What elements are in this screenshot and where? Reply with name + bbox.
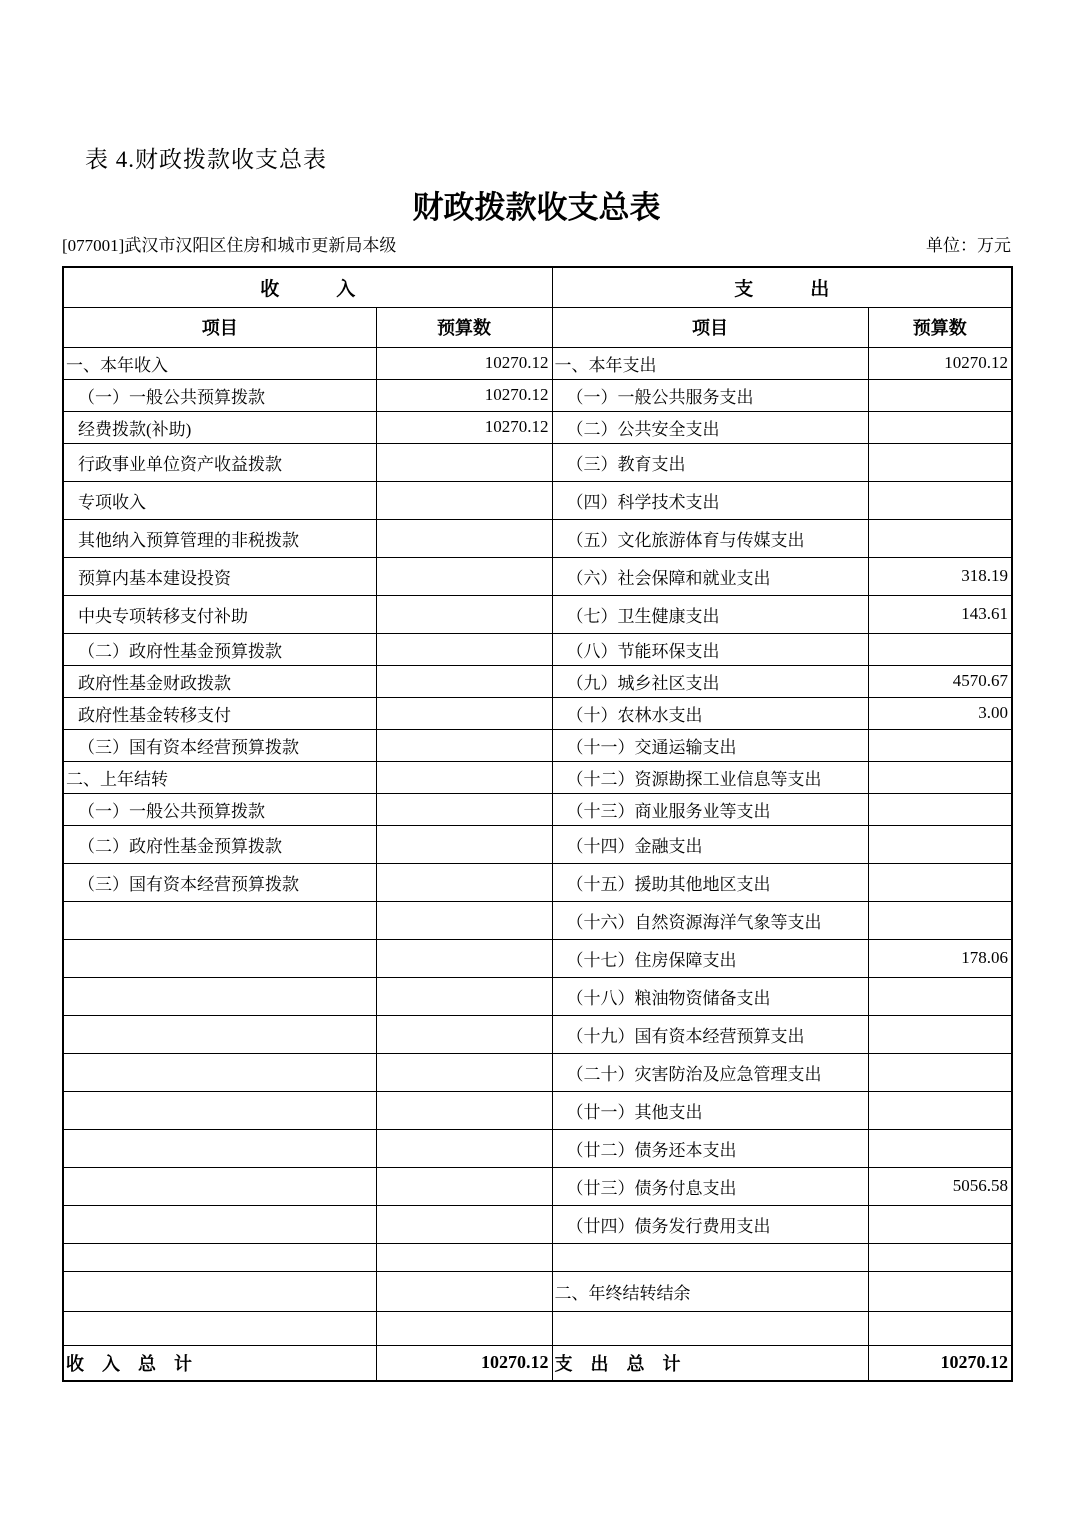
table-row — [63, 1271, 1012, 1311]
revenue-value-cell — [376, 1167, 552, 1205]
revenue-value-cell — [376, 697, 552, 729]
expenditure-value-cell — [868, 977, 1012, 1015]
expenditure-value-cell — [868, 1243, 1012, 1271]
expenditure-value-cell — [868, 1271, 1012, 1311]
revenue-value-cell — [376, 633, 552, 665]
expenditure-value-cell: 4570.67 — [868, 665, 1012, 697]
group-header-row — [63, 267, 1012, 307]
revenue-total-value: 10270.12 — [376, 1345, 552, 1381]
revenue-item-cell — [63, 1243, 376, 1271]
expenditure-item-cell: （四）科学技术支出 — [552, 481, 868, 519]
revenue-value-cell — [376, 863, 552, 901]
expenditure-total-value: 10270.12 — [868, 1345, 1012, 1381]
toc-heading: 表 4.财政拨款收支总表 — [85, 147, 327, 172]
column-header-row — [63, 307, 1012, 347]
revenue-item-cell — [63, 901, 376, 939]
revenue-item-cell — [63, 1271, 376, 1311]
revenue-item-cell: 行政事业单位资产收益拨款 — [63, 443, 376, 481]
expenditure-value-cell — [868, 481, 1012, 519]
revenue-item-cell: 政府性基金转移支付 — [63, 697, 376, 729]
expenditure-value-cell — [868, 519, 1012, 557]
table-row — [63, 665, 1012, 697]
table-row — [63, 1015, 1012, 1053]
expenditure-item-cell: （二十）灾害防治及应急管理支出 — [552, 1053, 868, 1091]
org-name: [077001]武汉市汉阳区住房和城市更新局本级 — [62, 236, 397, 255]
table-row — [63, 977, 1012, 1015]
revenue-item-cell: 一、本年收入 — [63, 347, 376, 379]
revenue-total-label: 收 入 总 计 — [63, 1345, 376, 1381]
expenditure-item-cell: （一）一般公共服务支出 — [552, 379, 868, 411]
expenditure-value-cell: 178.06 — [868, 939, 1012, 977]
table-row — [63, 347, 1012, 379]
revenue-value-cell — [376, 761, 552, 793]
table-row — [63, 1311, 1012, 1345]
revenue-value-cell — [376, 1091, 552, 1129]
expenditure-total-label: 支 出 总 计 — [552, 1345, 868, 1381]
revenue-value-cell — [376, 729, 552, 761]
revenue-item-header: 项目 — [63, 307, 376, 347]
table-row — [63, 863, 1012, 901]
revenue-value-cell — [376, 825, 552, 863]
revenue-item-cell: （二）政府性基金预算拨款 — [63, 633, 376, 665]
expenditure-item-cell: （五）文化旅游体育与传媒支出 — [552, 519, 868, 557]
table-row — [63, 519, 1012, 557]
expenditure-value-cell — [868, 1015, 1012, 1053]
table-row — [63, 1205, 1012, 1243]
revenue-item-cell: 专项收入 — [63, 481, 376, 519]
expenditure-value-cell: 143.61 — [868, 595, 1012, 633]
expenditure-item-cell: （十九）国有资本经营预算支出 — [552, 1015, 868, 1053]
revenue-value-cell — [376, 1243, 552, 1271]
expenditure-value-cell — [868, 1311, 1012, 1345]
revenue-item-cell — [63, 1311, 376, 1345]
expenditure-value-cell — [868, 633, 1012, 665]
revenue-value-cell — [376, 481, 552, 519]
revenue-value-cell — [376, 665, 552, 697]
revenue-item-cell: （一）一般公共预算拨款 — [63, 379, 376, 411]
expenditure-item-cell: （十）农林水支出 — [552, 697, 868, 729]
expenditure-value-cell — [868, 863, 1012, 901]
table-row — [63, 825, 1012, 863]
table-row — [63, 557, 1012, 595]
revenue-value-cell — [376, 901, 552, 939]
revenue-item-cell — [63, 977, 376, 1015]
expenditure-value-cell: 3.00 — [868, 697, 1012, 729]
table-row — [63, 939, 1012, 977]
revenue-item-cell — [63, 1053, 376, 1091]
revenue-item-cell: 预算内基本建设投资 — [63, 557, 376, 595]
table-row — [63, 1167, 1012, 1205]
expenditure-value-cell — [868, 761, 1012, 793]
revenue-value-cell — [376, 595, 552, 633]
meta-row — [62, 234, 1011, 258]
expenditure-item-cell — [552, 1243, 868, 1271]
revenue-value-cell — [376, 557, 552, 595]
expenditure-item-cell: 二、年终结转结余 — [552, 1271, 868, 1311]
expenditure-value-cell: 318.19 — [868, 557, 1012, 595]
table-row — [63, 729, 1012, 761]
budget-table — [62, 266, 1013, 1382]
revenue-value-cell — [376, 939, 552, 977]
expenditure-value-cell — [868, 793, 1012, 825]
revenue-item-cell — [63, 1129, 376, 1167]
expenditure-item-cell: （廿二）债务还本支出 — [552, 1129, 868, 1167]
revenue-value-cell — [376, 1311, 552, 1345]
revenue-item-cell: 中央专项转移支付补助 — [63, 595, 376, 633]
expenditure-item-cell: （十七）住房保障支出 — [552, 939, 868, 977]
expenditure-item-cell: （三）教育支出 — [552, 443, 868, 481]
revenue-value-cell — [376, 977, 552, 1015]
expenditure-item-cell: （廿三）债务付息支出 — [552, 1167, 868, 1205]
table-row — [63, 411, 1012, 443]
revenue-value-cell — [376, 1271, 552, 1311]
expenditure-value-cell — [868, 1091, 1012, 1129]
revenue-item-cell: （一）一般公共预算拨款 — [63, 793, 376, 825]
expenditure-value-cell — [868, 1129, 1012, 1167]
revenue-item-cell: 二、上年结转 — [63, 761, 376, 793]
revenue-item-cell — [63, 939, 376, 977]
page-title: 财政拨款收支总表 — [412, 190, 661, 225]
expenditure-value-cell — [868, 1205, 1012, 1243]
expenditure-item-cell: （十三）商业服务业等支出 — [552, 793, 868, 825]
revenue-item-cell: 政府性基金财政拨款 — [63, 665, 376, 697]
expenditure-item-cell: （十四）金融支出 — [552, 825, 868, 863]
revenue-value-cell — [376, 1205, 552, 1243]
expenditure-item-cell: （十八）粮油物资储备支出 — [552, 977, 868, 1015]
revenue-budget-header: 预算数 — [376, 307, 552, 347]
table-row — [63, 1053, 1012, 1091]
expenditure-value-cell — [868, 729, 1012, 761]
revenue-item-cell — [63, 1091, 376, 1129]
revenue-item-cell — [63, 1167, 376, 1205]
table-row — [63, 697, 1012, 729]
expenditure-item-cell: （六）社会保障和就业支出 — [552, 557, 868, 595]
expenditure-item-cell: （十五）援助其他地区支出 — [552, 863, 868, 901]
expenditure-value-cell — [868, 825, 1012, 863]
revenue-item-cell: （二）政府性基金预算拨款 — [63, 825, 376, 863]
expenditure-budget-header: 预算数 — [868, 307, 1012, 347]
expenditure-item-cell: （九）城乡社区支出 — [552, 665, 868, 697]
expenditure-item-cell: （廿四）债务发行费用支出 — [552, 1205, 868, 1243]
table-row — [63, 481, 1012, 519]
revenue-value-cell — [376, 519, 552, 557]
expenditure-value-cell: 10270.12 — [868, 347, 1012, 379]
revenue-value-cell — [376, 443, 552, 481]
table-row — [63, 595, 1012, 633]
expenditure-item-cell: 一、本年支出 — [552, 347, 868, 379]
revenue-item-cell — [63, 1015, 376, 1053]
expenditure-item-cell: （二）公共安全支出 — [552, 411, 868, 443]
table-body — [63, 347, 1012, 1345]
table-row — [63, 901, 1012, 939]
table-row — [63, 1129, 1012, 1167]
table-row — [63, 443, 1012, 481]
expenditure-value-cell — [868, 901, 1012, 939]
unit-label: 单位：万元 — [926, 236, 1011, 255]
table-row — [63, 633, 1012, 665]
revenue-item-cell: （三）国有资本经营预算拨款 — [63, 863, 376, 901]
expenditure-item-cell: （八）节能环保支出 — [552, 633, 868, 665]
revenue-item-cell: 其他纳入预算管理的非税拨款 — [63, 519, 376, 557]
expenditure-item-cell — [552, 1311, 868, 1345]
expenditure-value-cell — [868, 379, 1012, 411]
table-row — [63, 379, 1012, 411]
expenditure-item-cell: （十一）交通运输支出 — [552, 729, 868, 761]
revenue-value-cell: 10270.12 — [376, 379, 552, 411]
expenditure-value-cell — [868, 443, 1012, 481]
expenditure-item-cell: （七）卫生健康支出 — [552, 595, 868, 633]
revenue-item-cell: 经费拨款(补助) — [63, 411, 376, 443]
expenditure-item-cell: （十二）资源勘探工业信息等支出 — [552, 761, 868, 793]
table-row — [63, 761, 1012, 793]
revenue-value-cell: 10270.12 — [376, 347, 552, 379]
revenue-group-header: 收 入 — [63, 267, 552, 307]
expenditure-item-header: 项目 — [552, 307, 868, 347]
expenditure-value-cell — [868, 411, 1012, 443]
revenue-item-cell — [63, 1205, 376, 1243]
revenue-item-cell: （三）国有资本经营预算拨款 — [63, 729, 376, 761]
expenditure-item-cell: （廿一）其他支出 — [552, 1091, 868, 1129]
total-row — [63, 1345, 1012, 1381]
expenditure-group-header: 支 出 — [552, 267, 1012, 307]
expenditure-item-cell: （十六）自然资源海洋气象等支出 — [552, 901, 868, 939]
expenditure-value-cell — [868, 1053, 1012, 1091]
revenue-value-cell: 10270.12 — [376, 411, 552, 443]
revenue-value-cell — [376, 793, 552, 825]
revenue-value-cell — [376, 1053, 552, 1091]
revenue-value-cell — [376, 1015, 552, 1053]
table-row — [63, 1243, 1012, 1271]
table-row — [63, 793, 1012, 825]
table-row — [63, 1091, 1012, 1129]
revenue-value-cell — [376, 1129, 552, 1167]
expenditure-value-cell: 5056.58 — [868, 1167, 1012, 1205]
